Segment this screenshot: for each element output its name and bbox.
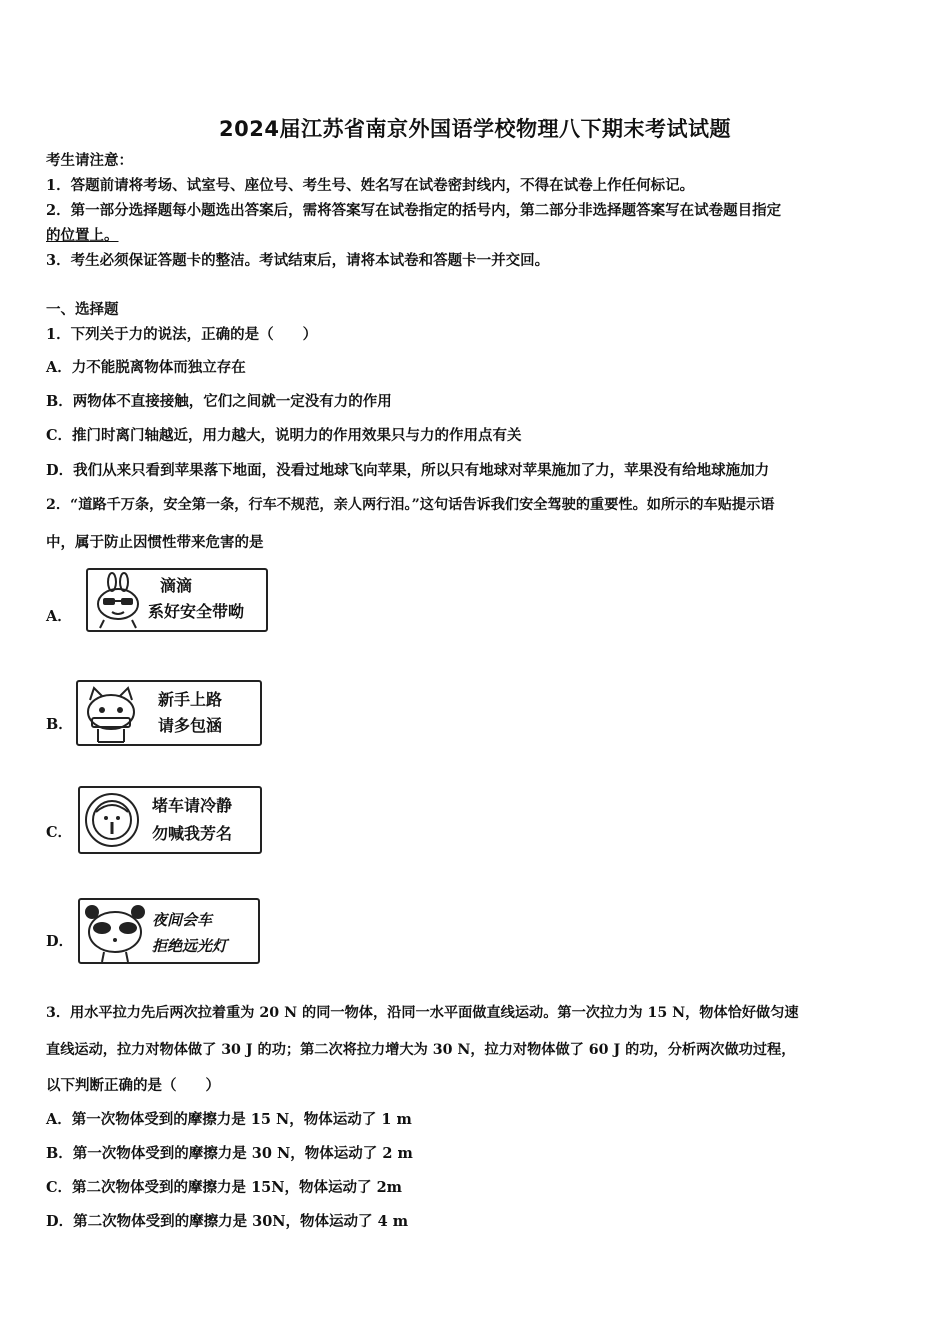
notice-item-1: 1．答题前请将考场、试室号、座位号、考生号、姓名写在试卷密封线内，不得在试卷上作任何标记。 — [46, 177, 695, 194]
q2-option-d-label: D． — [46, 933, 74, 950]
page-title: 2024届江苏省南京外国语学校物理八下期末考试试题 — [219, 117, 731, 141]
q2-option-c-sticker — [78, 786, 262, 854]
q2-option-b-label: B． — [46, 716, 73, 733]
q3-stem-line1: 3．用水平拉力先后两次拉着重为 20 N 的同一物体，沿同一水平面做直线运动。第一次拉力为 15 N，物体恰好做匀速 — [46, 1005, 799, 1021]
q1-option-c: C．推门时离门轴越近，用力越大，说明力的作用效果只与力的作用点有关 — [46, 427, 522, 444]
q2-option-b-sticker — [76, 680, 262, 746]
q1-option-a: A．力不能脱离物体而独立存在 — [46, 359, 246, 376]
notice-item-2-cont: 的位置上。 — [46, 227, 119, 244]
q2-option-d-line2: 拒绝远光灯 — [152, 937, 228, 955]
q3-stem-line2: 直线运动，拉力对物体做了 30 J 的功；第二次将拉力增大为 30 N，拉力对物体做了 60 J 的功，分析两次做功过程， — [46, 1042, 796, 1058]
cat-icon — [80, 684, 142, 746]
q2-option-a-line1: 滴滴 — [160, 576, 193, 595]
q2-option-a-label: A． — [46, 608, 72, 625]
q3-stem-line3: 以下判断正确的是（ ） — [46, 1077, 220, 1094]
q2-option-b-line1: 新手上路 — [158, 690, 223, 709]
q2-option-c-line2: 勿喊我芳名 — [152, 824, 233, 843]
q1-stem: 1．下列关于力的说法，正确的是（ ） — [46, 326, 318, 343]
q1-option-d: D．我们从来只看到苹果落下地面，没看过地球飞向苹果，所以只有地球对苹果施加了力，苹果没有给地球施加力 — [46, 462, 770, 479]
q3-option-b: B．第一次物体受到的摩擦力是 30 N，物体运动了 2 m — [46, 1145, 413, 1162]
panda-icon — [82, 902, 148, 964]
notice-item-2: 2．第一部分选择题每小题选出答案后，需将答案写在试卷指定的括号内，第二部分非选择题答案写在试卷题目指定 — [46, 202, 782, 219]
notice-heading: 考生请注意： — [46, 152, 133, 169]
q2-option-c-line1: 堵车请冷静 — [152, 796, 233, 815]
q3-option-a: A．第一次物体受到的摩擦力是 15 N，物体运动了 1 m — [46, 1111, 412, 1128]
q2-option-d-sticker — [78, 898, 260, 964]
q1-option-b: B．两物体不直接接触，它们之间就一定没有力的作用 — [46, 393, 392, 410]
q2-option-b-line2: 请多包涵 — [158, 716, 223, 735]
q2-option-d-line1: 夜间会车 — [152, 911, 213, 929]
q2-option-a-line2: 系好安全带呦 — [148, 602, 245, 621]
q2-option-a-sticker — [86, 568, 268, 632]
notice-item-3: 3．考生必须保证答题卡的整洁。考试结束后，请将本试卷和答题卡一并交回。 — [46, 252, 550, 269]
rabbit-icon — [90, 572, 148, 630]
section-heading: 一、选择题 — [46, 301, 119, 318]
q3-option-c: C．第二次物体受到的摩擦力是 15N，物体运动了 2m — [46, 1179, 402, 1196]
q2-option-c-label: C． — [46, 824, 73, 841]
q2-stem-line1: 2．“道路千万条，安全第一条，行车不规范，亲人两行泪。”这句话告诉我们安全驾驶的重要性。如所示的车贴提示语 — [46, 497, 775, 513]
q2-stem-line2: 中，属于防止因惯性带来危害的是 — [46, 534, 264, 551]
q3-option-d: D．第二次物体受到的摩擦力是 30N，物体运动了 4 m — [46, 1213, 409, 1230]
girl-face-icon — [82, 790, 144, 852]
